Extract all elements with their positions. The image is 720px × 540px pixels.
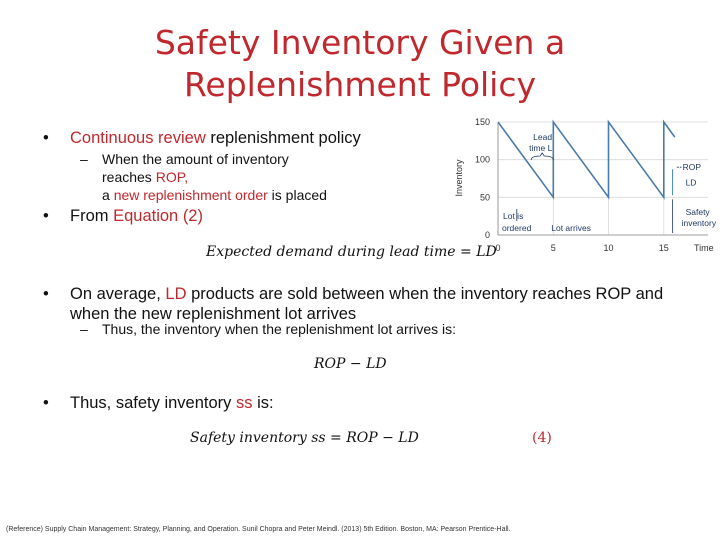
sub-bullet-inventory-arrives	[80, 320, 457, 338]
continuous-review-term: Continuous review	[70, 129, 206, 147]
safety-inventory-label-1: Safety	[685, 207, 710, 218]
bullet-marker: •	[43, 285, 49, 303]
ld-term: LD	[165, 285, 187, 303]
bullet-text: Thus, safety inventory	[70, 394, 236, 412]
bullet-text-3: when the new replenishment lot arrives	[70, 305, 357, 323]
bullet-equation-2	[43, 206, 203, 226]
lead-time-label-1: Lead	[533, 132, 553, 142]
rop-label: ROP	[682, 162, 702, 173]
bullet-marker: •	[43, 394, 49, 412]
sub-bullet-text-3: is placed	[267, 187, 327, 203]
safety-inventory-label-2: inventory	[681, 218, 716, 229]
bullet-text-2: products are sold between when the inventory reaches ROP and	[186, 285, 664, 303]
inventory-chart	[448, 112, 716, 260]
page-title	[0, 22, 720, 106]
chart-axes	[498, 122, 708, 235]
bullet-safety-inventory	[43, 393, 274, 413]
y-tick-label-50: 50	[479, 192, 490, 203]
lot-ordered-label-2: ordered	[502, 223, 532, 233]
x-tick-label-10: 10	[603, 243, 614, 253]
rop-minus-ld-equation: ROP − LD	[314, 356, 387, 372]
x-tick-label-0: 0	[495, 243, 501, 253]
equation-2-ref: Equation (2)	[113, 207, 203, 225]
sub-bullet-rop	[80, 150, 342, 204]
bullet-continuous-review	[43, 128, 361, 148]
bullet-average-ld	[43, 284, 664, 324]
sub-bullet-text-2: a	[102, 187, 114, 203]
y-axis-label: Inventory	[454, 159, 464, 197]
ss-term: ss	[236, 394, 253, 412]
sub-bullet-marker: –	[80, 321, 88, 337]
chart-gridlines	[498, 122, 708, 235]
title-line-2: Replenishment Policy	[183, 65, 537, 104]
equation-number: (4)	[532, 430, 552, 446]
y-tick-label-100: 100	[474, 154, 490, 165]
bullet-text-2: is:	[252, 394, 274, 412]
sub-bullet-text: Thus, the inventory when the replenishment lot arrives is:	[102, 321, 457, 337]
sub-bullet-text: When the amount of inventory reaches	[102, 151, 289, 185]
sub-bullet-marker: –	[80, 151, 88, 167]
bullet-marker: •	[43, 207, 49, 225]
x-tick-label-15: 15	[658, 243, 669, 253]
safety-inventory-equation: Safety inventory ss = ROP − LD	[190, 430, 419, 446]
ld-label: LD	[685, 177, 697, 188]
bullet-text: From	[70, 207, 114, 225]
y-tick-label-0: 0	[484, 230, 490, 240]
expected-demand-equation: Expected demand during lead time = LD	[206, 244, 497, 260]
new-order-term: new replenishment order	[113, 187, 268, 203]
y-tick-label-150: 150	[474, 117, 490, 127]
bullet-text: replenishment policy	[205, 129, 361, 147]
lot-arrives-label: Lot arrives	[551, 223, 591, 233]
lead-time-brace	[531, 153, 553, 160]
rop-term: ROP,	[155, 169, 189, 185]
x-tick-label-5: 5	[550, 243, 556, 253]
x-axis-label: Time	[694, 243, 714, 253]
lot-ordered-label-1: Lot is	[503, 211, 524, 221]
reference-footer: (Reference) Supply Chain Management: Strategy, Planning, and Operation. Sunil Chopra and Peter Meindl. (2013) 5th Edition. Boston, MA: Pearson Prentice-Hall.	[6, 526, 511, 533]
title-line-1: Safety Inventory Given a	[154, 23, 566, 62]
bullet-text: On average,	[70, 285, 166, 303]
bullet-marker: •	[43, 129, 49, 147]
lead-time-label-2: time L	[529, 143, 553, 153]
